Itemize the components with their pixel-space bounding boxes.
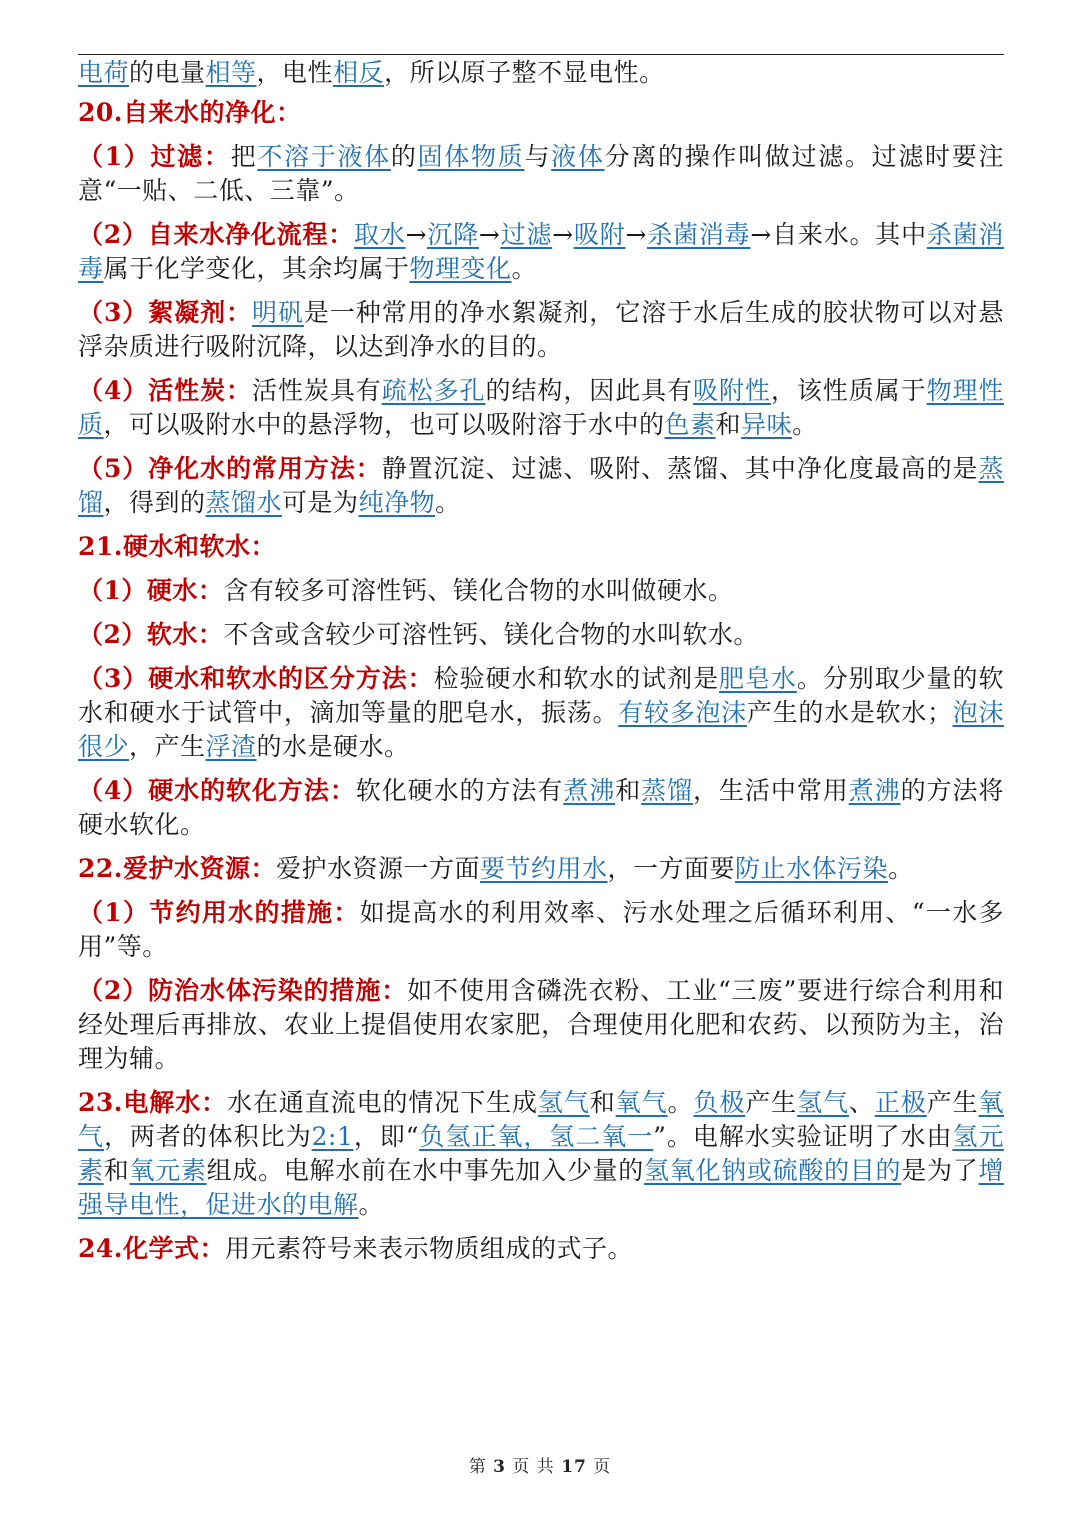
text: 的方法将硬水软化。	[78, 776, 1004, 839]
keyword: 疏松多孔	[381, 376, 486, 405]
heading: 22.爱护水资源：	[78, 854, 276, 883]
keyword: 肥皂水	[719, 664, 797, 693]
heading: （3）硬水和软水的区分方法：	[78, 664, 434, 693]
text: 把	[230, 142, 258, 171]
heading: （5）净化水的常用方法：	[78, 454, 382, 483]
text: 静置沉淀、过滤、吸附、蒸馏、其中净化度最高的是	[381, 454, 979, 483]
keyword: 物理变化	[409, 254, 512, 283]
keyword: 相等	[205, 58, 257, 87]
heading: （1）节约用水的措施：	[78, 898, 360, 927]
text: 属于化学变化，其余均属于	[103, 254, 410, 283]
keyword: 不溶于液体	[257, 142, 391, 171]
text: ，两者的体积比为	[103, 1122, 312, 1151]
text: 。	[435, 488, 461, 517]
text: ，得到的	[103, 488, 206, 517]
text: 产生的水是软水；	[746, 698, 953, 727]
keyword: 氢气	[537, 1088, 590, 1117]
text: ”。电解水实验证明了水由	[653, 1122, 953, 1151]
keyword: 纯净物	[358, 488, 436, 517]
text: 。	[358, 1190, 385, 1219]
arrow: →	[405, 220, 428, 249]
heading: （3）絮凝剂：	[78, 298, 253, 327]
text: 是一种常用的净水絮凝剂，它溶于水后生成的胶状物可以对悬浮杂质进行吸附沉降，以达到净水的目的。	[78, 298, 1004, 361]
text: ，生活中常用	[693, 776, 849, 805]
text: 和	[715, 410, 742, 439]
keyword: 增强导电性，促进水的电解	[78, 1156, 1004, 1219]
text: 是为了	[901, 1156, 979, 1185]
keyword: 物理性质	[78, 376, 1004, 439]
paragraph-water-saving	[78, 896, 1004, 964]
paragraph-activated-carbon	[78, 374, 1004, 442]
text: 如不使用含磷洗衣粉、工业“三废”要进行综合利用和经处理后再排放、农业上提倡使用农家肥，合理使用化肥和农药、以预防为主，治理为辅。	[78, 976, 1004, 1073]
keyword: 吸附性	[693, 376, 771, 405]
keyword: 取水	[354, 220, 406, 249]
keyword: 氢气	[797, 1088, 849, 1117]
arrow: →	[625, 220, 647, 249]
page-footer	[0, 1452, 1080, 1477]
keyword: 吸附	[573, 220, 626, 249]
keyword: 氢元素	[78, 1122, 1004, 1185]
text: ，产生	[129, 732, 206, 761]
heading: 24.化学式：	[78, 1234, 225, 1263]
text: 产生	[926, 1088, 979, 1117]
text: 。	[667, 1088, 694, 1117]
text: 。分别取少量的软水和硬水于试管中，滴加等量的肥皂水，振荡。	[78, 664, 1004, 727]
paragraph-hard-water	[78, 574, 1004, 608]
footer-suffix: 页	[593, 1457, 612, 1477]
section-heading-20	[78, 96, 1004, 130]
text: →自来水。其中	[750, 220, 927, 249]
paragraph-softening-method	[78, 774, 1004, 842]
keyword: 氧气	[615, 1088, 668, 1117]
text: 含有较多可溶性钙、镁化合物的水叫做硬水。	[223, 576, 734, 605]
text: 分离的操作叫做过滤。过滤时要注意“一贴、二低、三靠”。	[78, 142, 1004, 205]
paragraph-distinguish-method	[78, 662, 1004, 764]
text: 和	[615, 776, 642, 805]
keyword: 煮沸	[563, 776, 616, 805]
keyword: 色素	[664, 410, 716, 439]
keyword: 负极	[693, 1088, 746, 1117]
paragraph-purification-methods	[78, 452, 1004, 520]
paragraph-protect-water	[78, 852, 1004, 886]
keyword: 氧元素	[129, 1156, 207, 1185]
text: ，所以原子整不显电性。	[384, 58, 665, 87]
header-rule	[78, 54, 1004, 55]
keyword: 相反	[333, 58, 385, 87]
keyword: 蒸馏	[641, 776, 694, 805]
paragraph-flocculant	[78, 296, 1004, 364]
arrow: →	[478, 220, 501, 249]
paragraph-electrolysis	[78, 1086, 1004, 1222]
text: 活性炭具有	[252, 376, 382, 405]
arrow: →	[552, 220, 574, 249]
text: ，该性质属于	[770, 376, 927, 405]
heading: （2）软水：	[78, 620, 224, 649]
paragraph-purification-flow	[78, 218, 1004, 286]
section-heading-21	[78, 530, 1004, 564]
keyword: 沉降	[427, 220, 479, 249]
text: 软化硬水的方法有	[355, 776, 564, 805]
text: 可是为	[282, 488, 359, 517]
keyword: 氧气	[78, 1088, 1004, 1151]
text: 与	[524, 142, 552, 171]
paragraph-soft-water	[78, 618, 1004, 652]
keyword: 负氢正氧，氢二氧一	[419, 1122, 654, 1151]
heading: （1）硬水：	[78, 576, 224, 605]
text: 如提高水的利用效率、污水处理之后循环利用、“一水多用”等。	[78, 898, 1004, 961]
text: 的水是硬水。	[256, 732, 410, 761]
heading: 21.硬水和软水：	[78, 532, 276, 561]
keyword: 泡沫很少	[78, 698, 1004, 761]
text: 。	[888, 854, 914, 883]
footer-prefix: 第	[468, 1457, 487, 1477]
keyword: 异味	[741, 410, 793, 439]
heading: （1）过滤：	[78, 142, 231, 171]
keyword: 2:1	[311, 1122, 354, 1151]
keyword: 电荷	[78, 58, 130, 87]
text: 用元素符号来表示物质组成的式子。	[225, 1234, 634, 1263]
paragraph-filtration	[78, 140, 1004, 208]
footer-middle: 页 共	[512, 1457, 555, 1477]
text: 和	[103, 1156, 130, 1185]
keyword: 有较多泡沫	[618, 698, 747, 727]
text: 。	[792, 410, 818, 439]
text: 水在通直流电的情况下生成	[227, 1088, 538, 1117]
keyword: 氢氧化钠或硫酸的目的	[644, 1156, 902, 1185]
page-content	[78, 56, 1004, 1276]
page-number: 3	[493, 1457, 506, 1477]
paragraph-atom-charge	[78, 56, 1004, 90]
keyword: 防止水体污染	[735, 854, 889, 883]
text: 检验硬水和软水的试剂是	[433, 664, 720, 693]
paragraph-pollution-prevention	[78, 974, 1004, 1076]
text: 爱护水资源一方面	[276, 854, 481, 883]
paragraph-chemical-formula	[78, 1232, 1004, 1266]
keyword: 蒸馏水	[205, 488, 283, 517]
text: 、	[848, 1088, 875, 1117]
keyword: 液体	[551, 142, 605, 171]
keyword: 明矾	[252, 298, 304, 327]
keyword: 杀菌消毒	[647, 220, 751, 249]
text: ，即“	[353, 1122, 420, 1151]
keyword: 要节约用水	[480, 854, 608, 883]
text: 不含或含较少可溶性钙、镁化合物的水叫软水。	[223, 620, 759, 649]
text: 的	[390, 142, 418, 171]
keyword: 蒸馏	[78, 454, 1004, 517]
heading: 23.电解水：	[78, 1088, 228, 1117]
heading: （2）自来水净化流程：	[78, 220, 355, 249]
keyword: 过滤	[500, 220, 553, 249]
text: 产生	[745, 1088, 798, 1117]
text: ，一方面要	[607, 854, 736, 883]
keyword: 正极	[874, 1088, 927, 1117]
text: 。	[511, 254, 538, 283]
text: 的结构，因此具有	[485, 376, 694, 405]
text: 组成。电解水前在水中事先加入少量的	[206, 1156, 644, 1185]
text: 的电量	[129, 58, 206, 87]
text: 和	[589, 1088, 616, 1117]
text: ，电性	[256, 58, 334, 87]
keyword: 浮渣	[205, 732, 257, 761]
text: ，可以吸附水中的悬浮物，也可以吸附溶于水中的	[103, 410, 665, 439]
heading: （4）活性炭：	[78, 376, 252, 405]
heading: （4）硬水的软化方法：	[78, 776, 356, 805]
keyword: 固体物质	[417, 142, 525, 171]
heading: 20.自来水的净化：	[78, 98, 302, 127]
keyword: 煮沸	[848, 776, 901, 805]
heading: （2）防治水体污染的措施：	[78, 976, 408, 1005]
keyword: 杀菌消毒	[78, 220, 1004, 283]
total-pages: 17	[561, 1457, 587, 1477]
